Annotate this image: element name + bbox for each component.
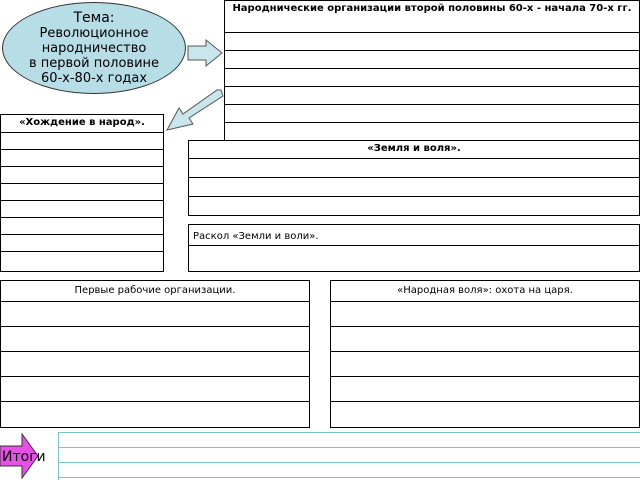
answer-line bbox=[225, 104, 639, 122]
answer-line bbox=[331, 326, 639, 351]
raskol-box bbox=[188, 224, 640, 272]
answer-line bbox=[1, 251, 163, 268]
answer-line bbox=[189, 245, 639, 271]
arrow-down-left-icon bbox=[163, 86, 225, 134]
khozhdenie-title: «Хождение в народ». bbox=[19, 117, 145, 128]
answer-line bbox=[225, 86, 639, 104]
answer-line bbox=[1, 351, 309, 376]
answer-line bbox=[1, 132, 163, 149]
topic-bubble bbox=[2, 2, 186, 94]
answer-line bbox=[1, 149, 163, 166]
answer-line bbox=[225, 122, 639, 140]
zemlya-title: «Земля и воля». bbox=[367, 143, 461, 154]
answer-line bbox=[331, 401, 639, 426]
topic-line-5: 60-х-80-х годах bbox=[40, 71, 148, 86]
rabochie-box bbox=[0, 280, 310, 428]
summary-label: Итоги bbox=[2, 449, 46, 465]
topic-line-3: народничество bbox=[41, 41, 147, 56]
answer-line bbox=[1, 234, 163, 251]
zemlya-box bbox=[188, 140, 640, 216]
answer-line bbox=[1, 217, 163, 234]
answer-line bbox=[1, 301, 309, 326]
answer-line bbox=[331, 301, 639, 326]
answer-line bbox=[1, 183, 163, 200]
answer-line bbox=[225, 68, 639, 86]
answer-line bbox=[1, 376, 309, 401]
answer-line bbox=[225, 32, 639, 50]
answer-line bbox=[1, 401, 309, 426]
summary-line bbox=[59, 448, 640, 463]
topic-line-1: Тема: bbox=[73, 10, 115, 26]
narodnaya-box bbox=[330, 280, 640, 428]
answer-line bbox=[1, 166, 163, 183]
topic-line-4: в первой половине bbox=[28, 56, 160, 71]
answer-line bbox=[189, 158, 639, 177]
arrow-right-icon bbox=[186, 38, 226, 68]
topic-line-2: Революционное bbox=[39, 26, 149, 41]
answer-line bbox=[1, 326, 309, 351]
summary-grid bbox=[58, 432, 640, 480]
summary-line bbox=[59, 433, 640, 448]
khozhdenie-box bbox=[0, 114, 164, 272]
answer-line bbox=[1, 200, 163, 217]
answer-line bbox=[189, 196, 639, 215]
summary-line bbox=[59, 463, 640, 478]
answer-line bbox=[225, 50, 639, 68]
raskol-title: Раскол «Земли и воли». bbox=[193, 231, 319, 242]
answer-line bbox=[189, 177, 639, 196]
rabochie-title: Первые рабочие организации. bbox=[74, 285, 236, 296]
answer-line bbox=[331, 376, 639, 401]
narodnaya-title: «Народная воля»: охота на царя. bbox=[397, 285, 573, 296]
organizations-box bbox=[224, 0, 640, 142]
organizations-title: Народнические организации второй половины 60-х - начала 70-х гг. bbox=[232, 3, 632, 14]
answer-line bbox=[331, 351, 639, 376]
